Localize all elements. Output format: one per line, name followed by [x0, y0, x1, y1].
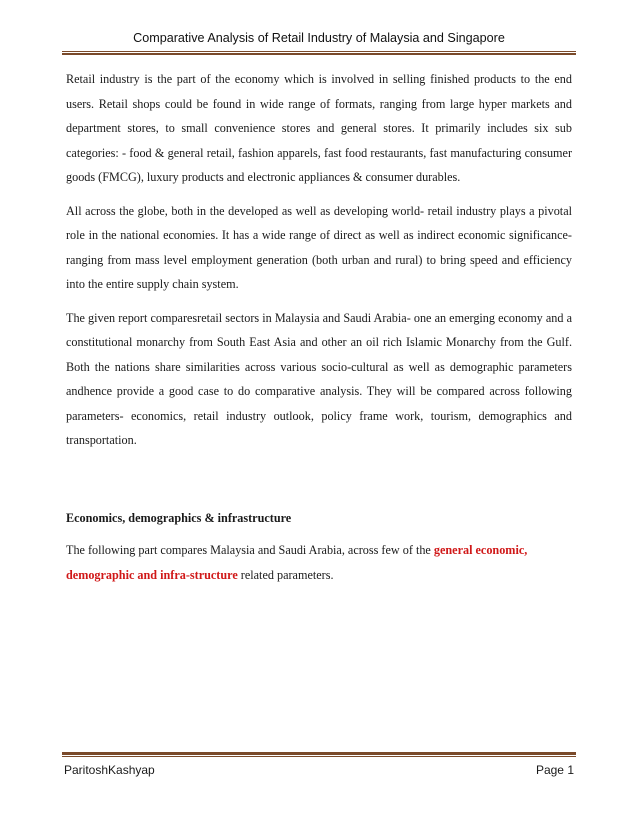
section-heading: Economics, demographics & infrastructure: [66, 511, 292, 525]
intro-text-start: The following part compares Malaysia and Saudi Arabia, across few of the: [66, 543, 434, 557]
paragraph-report-scope: The given report comparesretail sectors in Malaysia and Saudi Arabia- one an emerging economy and a constitutional monarchy from South East Asia and other an oil rich Islamic Monarchy from the Gulf. Both the nations share similarities across various socio-cultural as well as demographic parameters andhence provide a good case to do comparative analysis. They will be compared across following parameters- economics, retail industry outlook, policy frame work, tourism, demographics and transportation.: [66, 310, 572, 447]
intro-text-end: related parameters.: [237, 568, 334, 582]
footer-divider: [62, 752, 576, 757]
header-divider: [62, 51, 576, 55]
footer-author: ParitoshKashyap: [64, 763, 155, 777]
body-text: [66, 67, 572, 462]
section-intro: [66, 538, 572, 588]
paragraph-global-role: All across the globe, both in the developed as well as developing world- retail industry plays a pivotal role in the national economies. It has a wide range of direct as well as indirect economic significance- ranging from mass level employment generation (both urban and rural) to bring speed and efficiency into the entire supply chain system.: [66, 203, 572, 291]
page-header-title: Comparative Analysis of Retail Industry of Malaysia and Singapore: [133, 31, 505, 45]
footer-page-number: Page 1: [535, 763, 574, 777]
intro-highlight: general economic, demographic and infra-structure: [66, 543, 528, 582]
paragraph-retail-definition: Retail industry is the part of the economy which is involved in selling finished products to the end users. Retail shops could be found in wide range of formats, ranging from large hyper markets and department stores, to small convenience stores and general stores. It primarily includes six sub categories: - food & general retail, fashion apparels, fast food restaurants, fast manufacturing consumer goods (FMCG), luxury products and electronic appliances & consumer durables.: [66, 72, 572, 184]
